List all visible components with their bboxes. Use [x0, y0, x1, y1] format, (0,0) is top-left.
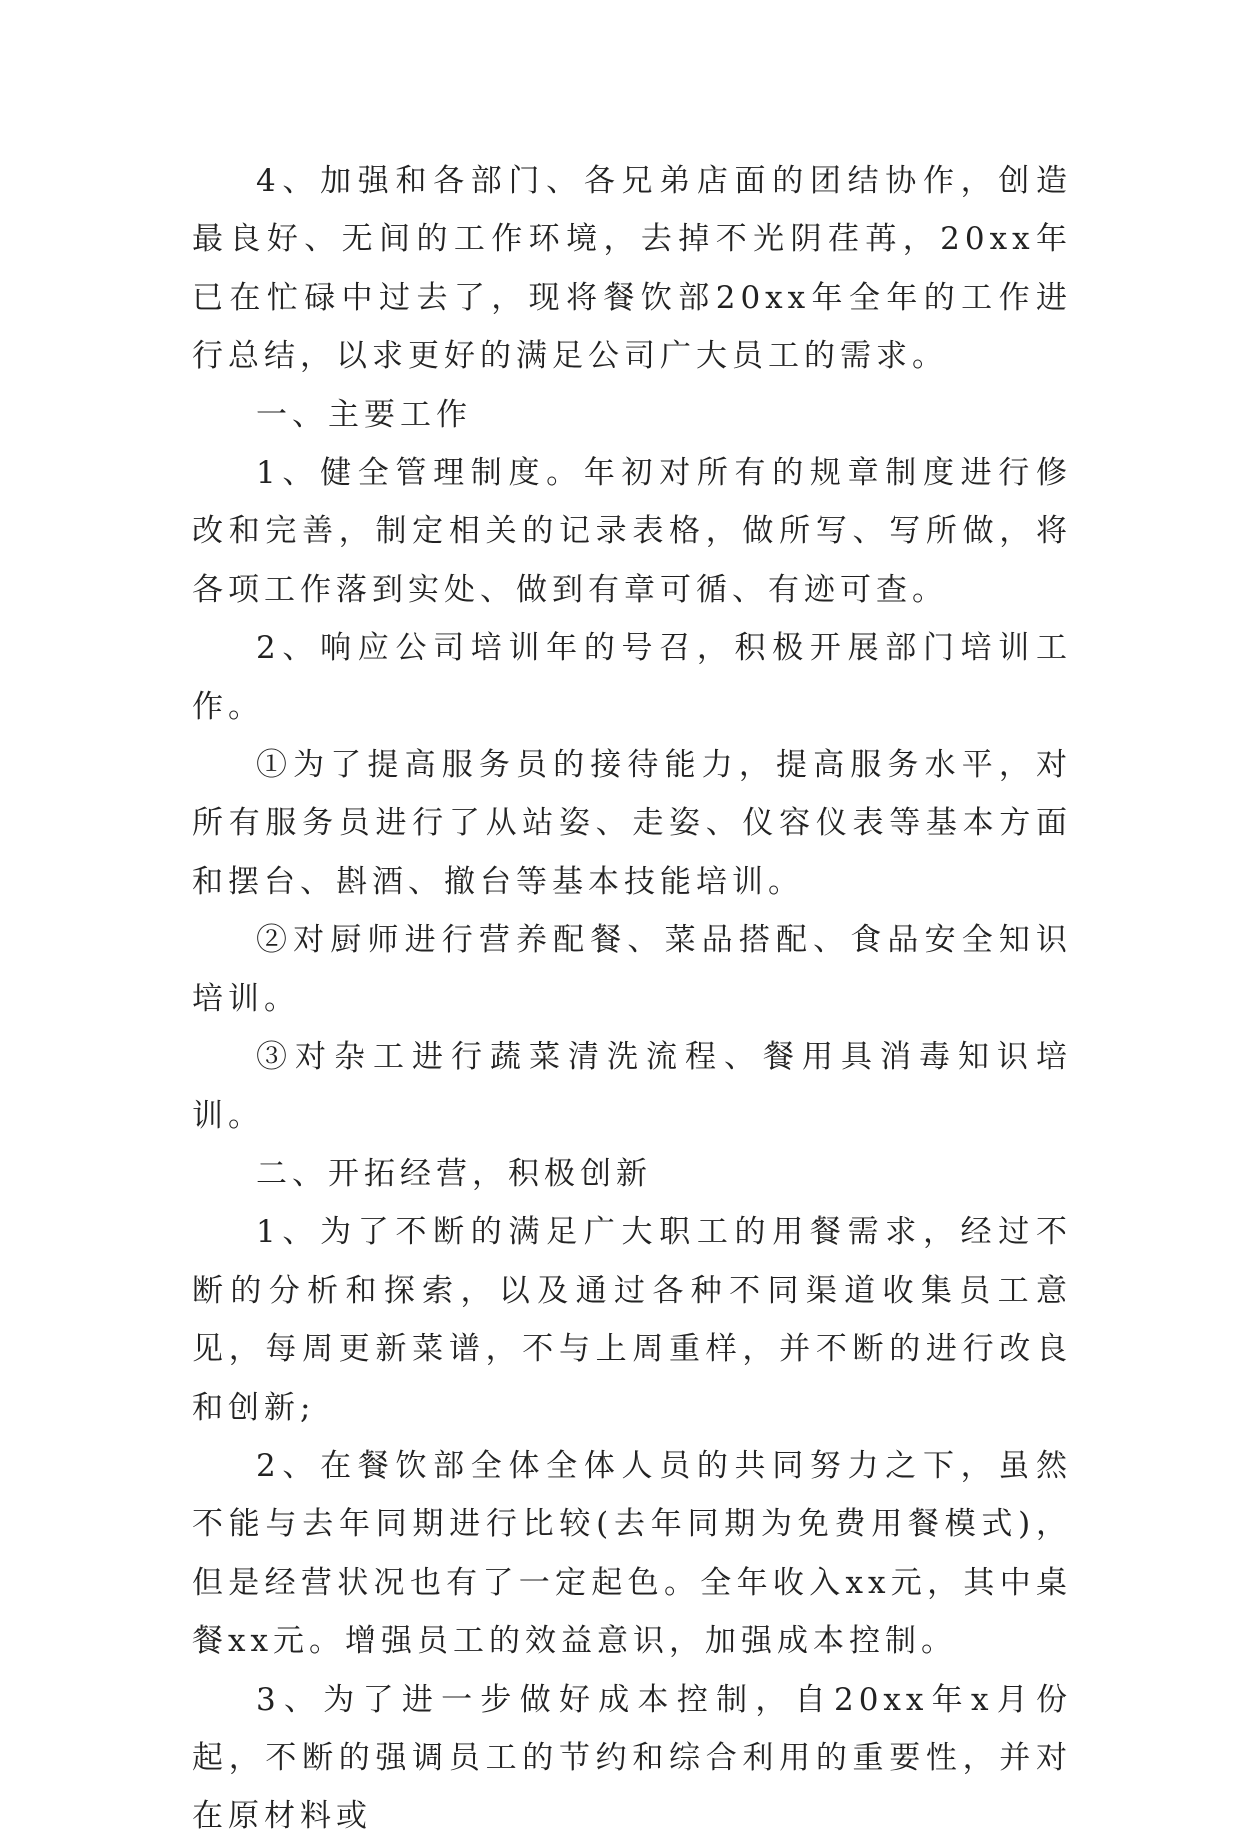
heading-main-work: 一、主要工作 [256, 396, 472, 433]
heading-innovation: 二、开拓经营，积极创新 [256, 1155, 652, 1192]
paragraph-training-call: 2、响应公司培训年的号召，积极开展部门培训工作。 [192, 630, 1072, 725]
paragraph-menu-update: 1、为了不断的满足广大职工的用餐需求，经过不断的分析和探索，以及通过各种不同渠道收集员工意见，每周更新菜谱，不与上周重样，并不断的进行改良和创新; [192, 1214, 1072, 1426]
paragraph-handyman-training: ③对杂工进行蔬菜清洗流程、餐用具消毒知识培训。 [192, 1039, 1072, 1134]
paragraph-cooperation: 4、加强和各部门、各兄弟店面的团结协作，创造最良好、无间的工作环境，去掉不光阴荏苒，20xx年已在忙碌中过去了，现将餐饮部20xx年全年的工作进行总结，以求更好的满足公司广大员工的需求。 [192, 163, 1072, 375]
paragraph-management-system: 1、健全管理制度。年初对所有的规章制度进行修改和完善，制定相关的记录表格，做所写、写所做，将各项工作落到实处、做到有章可循、有迹可查。 [192, 455, 1072, 608]
document-body [192, 152, 1072, 1846]
paragraph-waiter-training: ①为了提高服务员的接待能力，提高服务水平，对所有服务员进行了从站姿、走姿、仪容仪表等基本方面和摆台、斟酒、撤台等基本技能培训。 [192, 747, 1072, 900]
paragraph-revenue: 2、在餐饮部全体全体人员的共同努力之下，虽然不能与去年同期进行比较(去年同期为免费用餐模式)，但是经营状况也有了一定起色。全年收入xx元，其中桌餐xx元。增强员工的效益意识，加强成本控制。 [192, 1447, 1072, 1660]
paragraph-cost-control: 3、为了进一步做好成本控制，自20xx年x月份起，不断的强调员工的节约和综合利用的重要性，并对在原材料或 [192, 1681, 1072, 1835]
paragraph-chef-training: ②对厨师进行营养配餐、菜品搭配、食品安全知识培训。 [192, 922, 1072, 1017]
